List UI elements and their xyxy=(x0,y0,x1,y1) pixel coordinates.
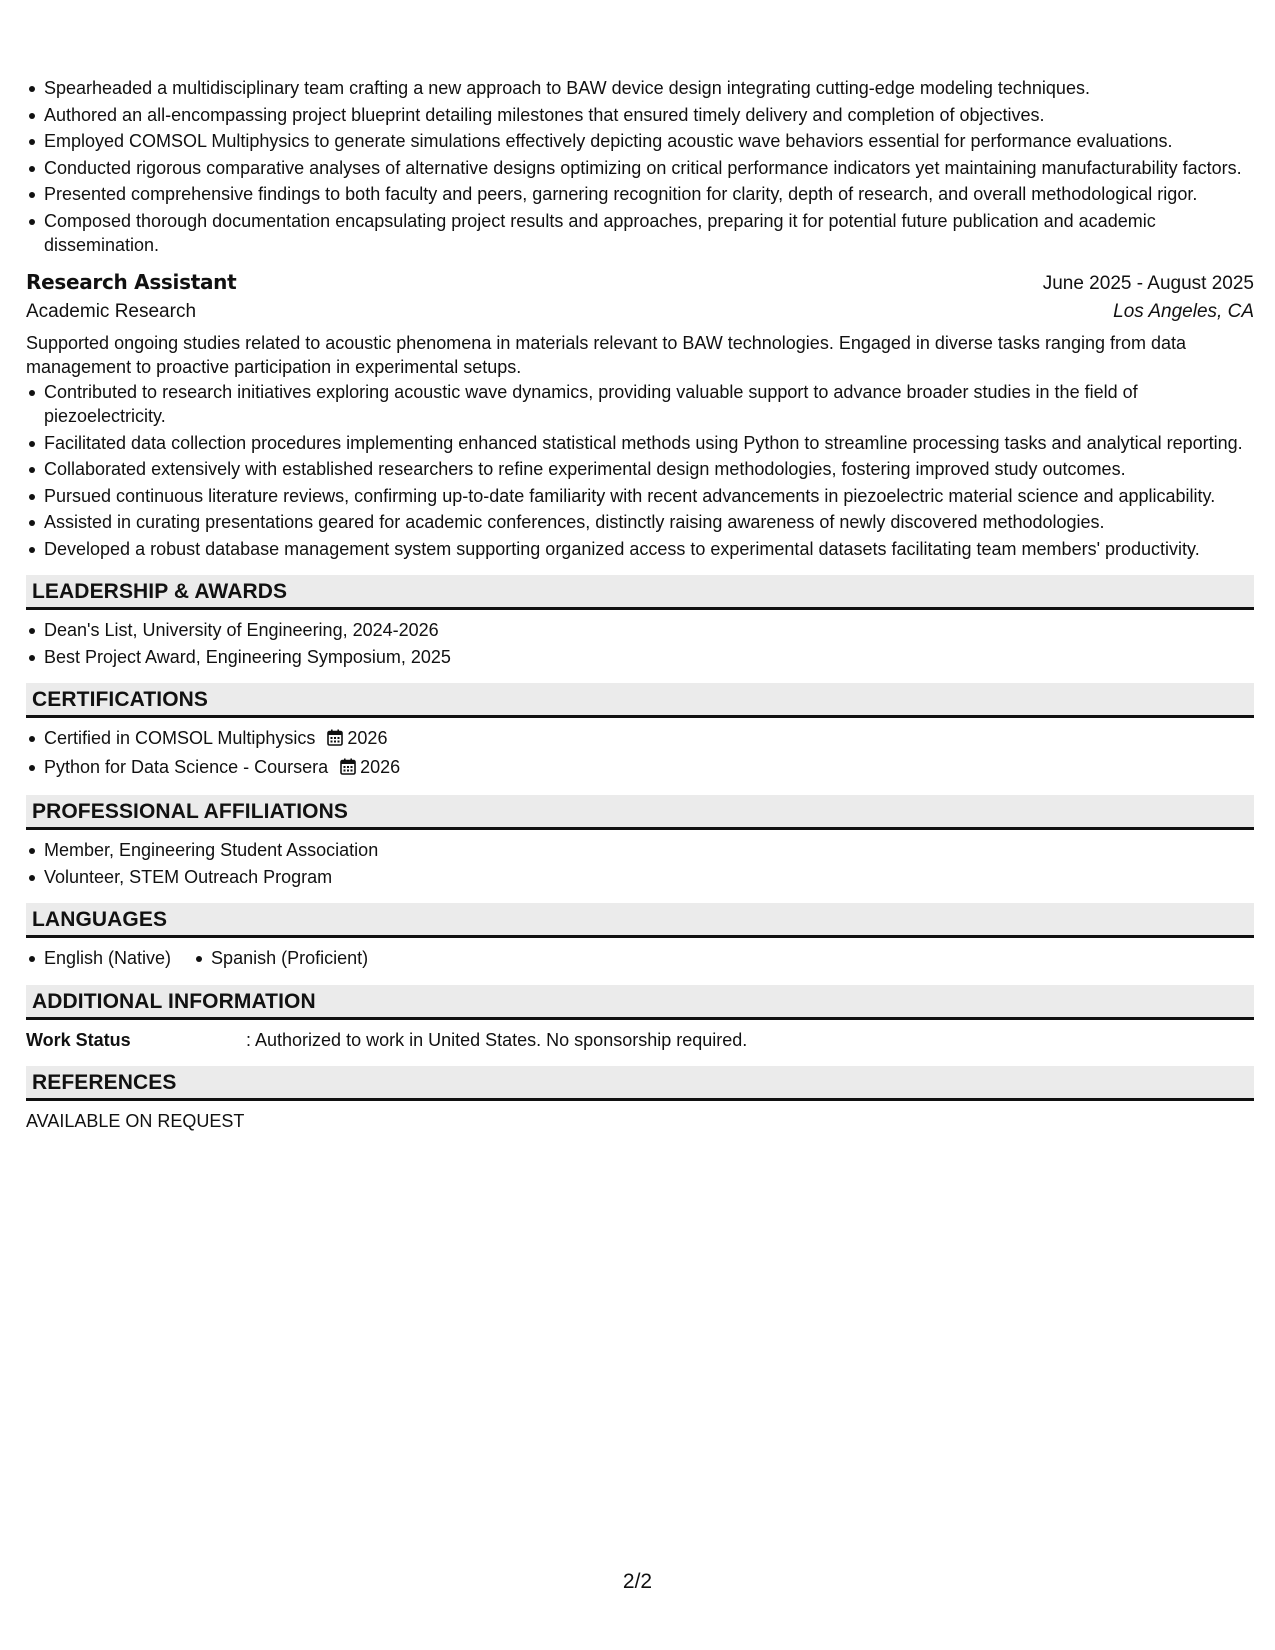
list-item: Presented comprehensive findings to both faculty and peers, garnering recognition for clarity, depth of research, and overall methodological rigor. xyxy=(44,182,1254,207)
job-bullet-list xyxy=(26,380,1254,562)
section-heading-references: REFERENCES xyxy=(26,1066,1254,1101)
list-item: Assisted in curating presentations geared for academic conferences, distinctly raising awareness of newly discovered methodologies. xyxy=(44,510,1254,535)
certification-name: Certified in COMSOL Multiphysics xyxy=(44,728,316,748)
affiliations-list xyxy=(26,838,1254,889)
list-item xyxy=(44,755,1254,782)
work-status-value: : Authorized to work in United States. No sponsorship required. xyxy=(246,1029,748,1050)
page-number: 2/2 xyxy=(622,1570,653,1593)
section-heading-additional-information: ADDITIONAL INFORMATION xyxy=(26,985,1254,1020)
job-organization: Academic Research xyxy=(26,300,197,322)
list-item: Facilitated data collection procedures implementing enhanced statistical methods using Python to streamline processing tasks and analytical reporting. xyxy=(44,431,1254,456)
certifications-list xyxy=(26,726,1254,781)
list-item: Member, Engineering Student Association xyxy=(44,838,1254,863)
certification-name: Python for Data Science - Coursera xyxy=(44,756,329,777)
section-heading-languages: LANGUAGES xyxy=(26,903,1254,938)
resume-page-content xyxy=(26,76,1254,1133)
list-item: Collaborated extensively with established researchers to refine experimental design methodologies, fostering improved study outcomes. xyxy=(44,457,1254,482)
calendar-icon xyxy=(327,728,343,753)
list-item: Pursued continuous literature reviews, confirming up-to-date familiarity with recent advancements in piezoelectric material science and applicability. xyxy=(44,484,1254,509)
leadership-list xyxy=(26,618,1254,669)
job-location: Los Angeles, CA xyxy=(1113,300,1254,322)
list-item: Volunteer, STEM Outreach Program xyxy=(44,865,1254,890)
list-item: Authored an all-encompassing project blueprint detailing milestones that ensured timely delivery and completion of objectives. xyxy=(44,103,1254,128)
list-item: Contributed to research initiatives exploring acoustic wave dynamics, providing valuable support to advance broader studies in the field of piezoelectricity. xyxy=(44,380,1254,429)
list-item: Spearheaded a multidisciplinary team crafting a new approach to BAW device design integrating cutting-edge modeling techniques. xyxy=(44,76,1254,101)
list-item xyxy=(44,726,1254,753)
references-text: AVAILABLE ON REQUEST xyxy=(26,1110,245,1131)
list-item: Best Project Award, Engineering Symposium, 2025 xyxy=(44,645,1254,670)
job-title: Research Assistant xyxy=(26,269,237,294)
list-item: Composed thorough documentation encapsulating project results and approaches, preparing it for potential future publication and academic dissemination. xyxy=(44,209,1254,258)
list-item: Spanish (Proficient) xyxy=(211,946,368,971)
work-status-row xyxy=(26,1028,1254,1052)
list-item: Conducted rigorous comparative analyses of alternative designs optimizing on critical performance indicators yet maintaining manufacturability factors. xyxy=(44,156,1254,181)
calendar-icon xyxy=(340,757,356,782)
section-heading-affiliations: PROFESSIONAL AFFILIATIONS xyxy=(26,795,1254,830)
list-item: Dean's List, University of Engineering, 2024-2026 xyxy=(44,618,1254,643)
job-dates: June 2025 - August 2025 xyxy=(1042,272,1254,294)
list-item: English (Native) xyxy=(44,946,171,971)
certification-year: 2026 xyxy=(360,756,401,777)
job-entry xyxy=(26,270,1254,562)
certification-year: 2026 xyxy=(347,728,388,748)
languages-list xyxy=(26,946,1254,971)
list-item: Employed COMSOL Multiphysics to generate simulations effectively depicting acoustic wave behaviors essential for performance evaluations. xyxy=(44,129,1254,154)
list-item: Developed a robust database management system supporting organized access to experimental datasets facilitating team members' productivity. xyxy=(44,537,1254,562)
job-summary: Supported ongoing studies related to acoustic phenomena in materials relevant to BAW technologies. Engaged in diverse tasks ranging from data management to proactive participation in experimental setups. xyxy=(26,332,1187,377)
section-heading-certifications: CERTIFICATIONS xyxy=(26,683,1254,718)
work-status-label: Work Status xyxy=(26,1029,131,1050)
project-bullet-list xyxy=(26,76,1254,258)
section-heading-leadership: LEADERSHIP & AWARDS xyxy=(26,575,1254,610)
